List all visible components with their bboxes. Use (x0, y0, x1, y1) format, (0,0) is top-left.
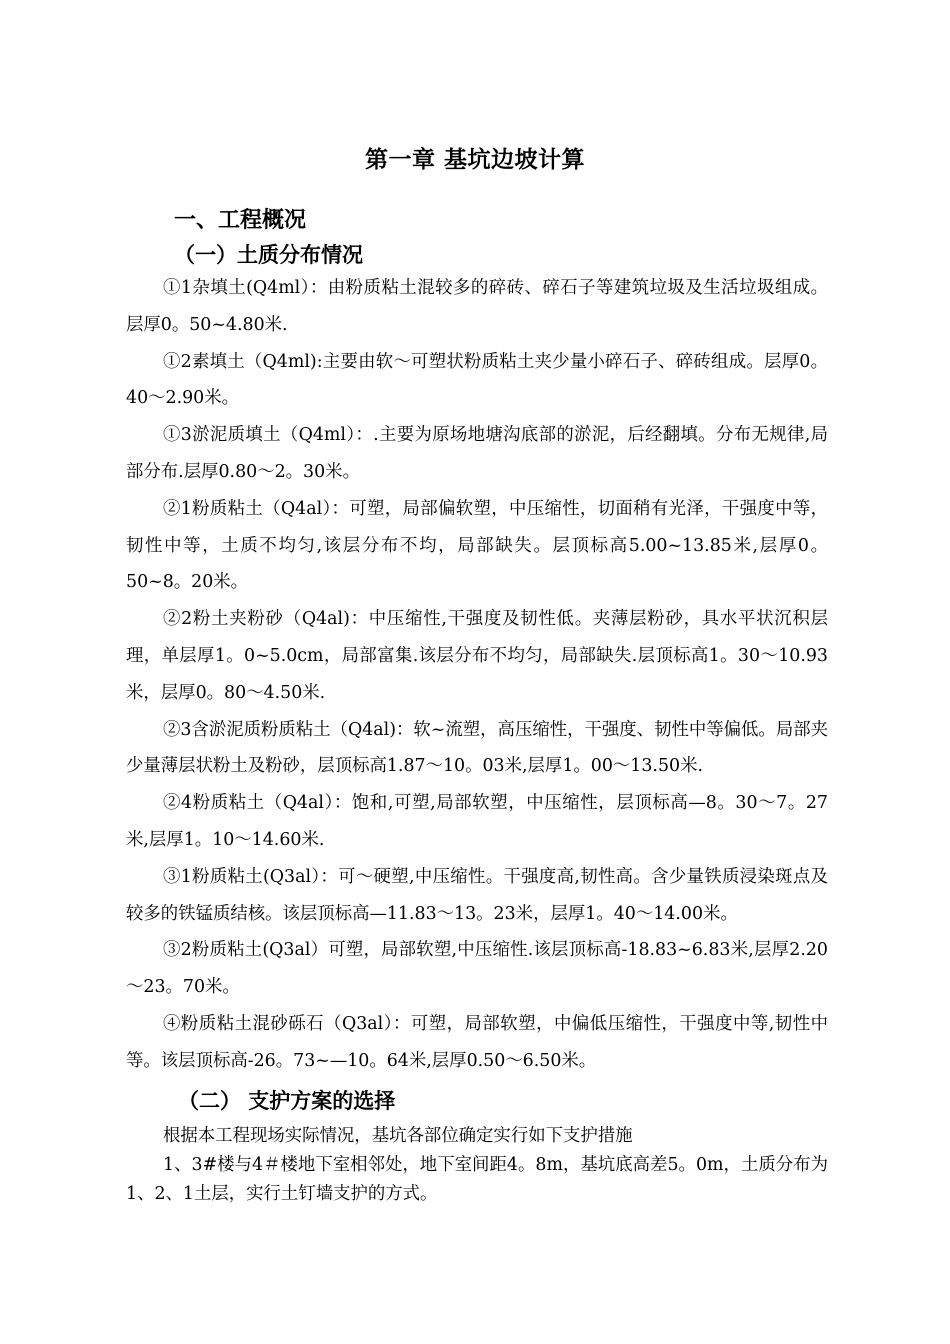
soil-paragraph: ②4粉质粘土（Q4al）：饱和,可塑,局部软塑，中压缩性，层顶标高—8。30～7。27米,层厚1。10～14.60米. (126, 793, 828, 850)
soil-paragraph: ②1粉质粘土（Q4al）：可塑，局部偏软塑，中压缩性，切面稍有光泽，干强度中等，韧性中等，土质不均匀,该层分布不均，局部缺失。层顶标高5.00~13.85米,层厚0。50~8。20米。 (126, 498, 828, 593)
soil-paragraph: ①2素填土（Q4ml):主要由软～可塑状粉质粘土夹少量小碎石子、碎砖组成。层厚0。40～2.90米。 (126, 351, 828, 409)
soil-paragraph: ①1杂填土(Q4ml）：由粉质粘土混较多的碎砖、碎石子等建筑垃圾及生活垃圾组成。层厚0。50~4.80米. (126, 278, 828, 335)
soil-paragraph: ③1粉质粘土(Q3al）：可～硬塑,中压缩性。干强度高,韧性高。含少量铁质浸染斑点及较多的铁锰质结核。该层顶标高—11.83～13。23米，层厚1。40～14.00米。 (126, 866, 828, 924)
soil-paragraph: ③2粉质粘土(Q3al）可塑，局部软塑,中压缩性.该层顶标高-18.83~6.83米,层厚2.20～23。70米。 (126, 940, 828, 998)
soil-paragraph: ①3淤泥质填土（Q4ml）：.主要为原场地塘沟底部的淤泥，后经翻填。分布无规律,局部分布.层厚0.80～2。30米。 (126, 425, 828, 482)
soil-paragraph: ④粉质粘土混砂砾石（Q3al）：可塑，局部软塑，中偏低压缩性，干强度中等,韧性中等。该层顶标高-26。73~—10。64米,层厚0.50～6.50米。 (126, 1013, 828, 1071)
subsection-title-support-scheme: （二） 支护方案的选择 (178, 1089, 396, 1113)
soil-description-block (126, 270, 828, 1080)
soil-paragraph: ②2粉土夹粉砂（Q4al)：中压缩性,干强度及韧性低。夹薄层粉砂，具水平状沉积层理，单层厚1。0~5.0cm，局部富集.该层分布不均匀，局部缺失.层顶标高1。30～10.93米，层厚0。80～4.50米. (126, 609, 828, 703)
support-paragraph: 根据本工程现场实际情况，基坑各部位确定实行如下支护措施 (163, 1126, 633, 1146)
subsection-title-soil-distribution: （一）土质分布情况 (174, 243, 363, 267)
section-title-project-overview: 一、工程概况 (174, 208, 307, 233)
chapter-title: 第一章 基坑边坡计算 (364, 147, 585, 173)
support-paragraph: 1、3#楼与4＃楼地下室相邻处，地下室间距4。8m，基坑底高差5。0m，土质分布为1、2、1土层，实行土钉墙支护的方式。 (126, 1155, 828, 1204)
soil-paragraph: ②3含淤泥质粉质粘土（Q4al)：软~流塑，高压缩性，干强度、韧性中等偏低。局部夹少量薄层状粉土及粉砂，层顶标高1.87～10。03米,层厚1。00～13.50米. (126, 719, 828, 777)
support-description-block (126, 1122, 828, 1209)
